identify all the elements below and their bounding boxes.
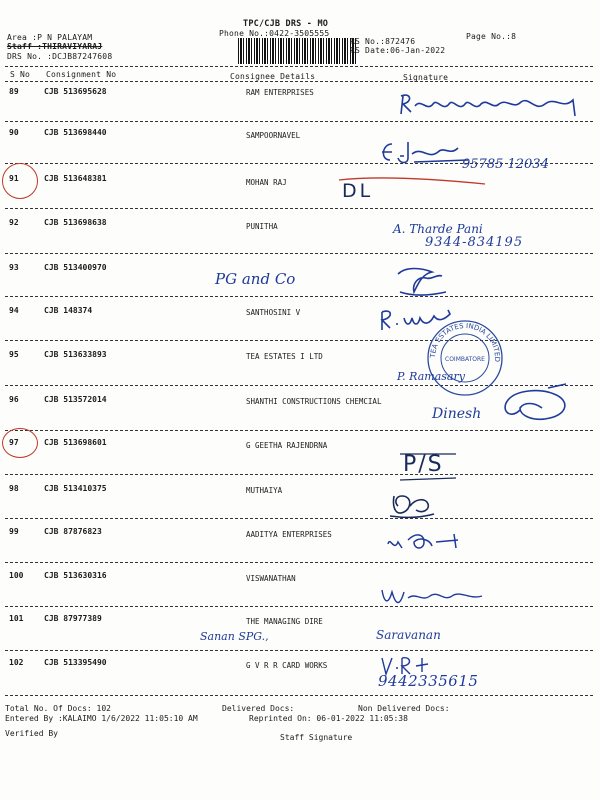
row-sno: 99 — [9, 527, 19, 536]
red-circle-mark — [2, 428, 38, 458]
signature-row-99 — [384, 528, 474, 556]
row-sno: 96 — [9, 395, 19, 404]
row-consignee: TEA ESTATES I LTD — [246, 352, 323, 361]
stamp-ring-text: TEA ESTATES INDIA LIMITED — [428, 321, 502, 363]
page-number: Page No.:8 — [466, 32, 517, 41]
signature-row-98 — [388, 488, 438, 520]
row-consignee: RAM ENTERPRISES — [246, 88, 314, 97]
row-consignee: PUNITHA — [246, 222, 278, 231]
row-consignment: CJB 87977389 — [44, 614, 102, 623]
signature-row-96 — [490, 380, 580, 424]
row-divider — [5, 208, 593, 209]
red-circle-mark — [2, 163, 38, 199]
phone-number: Phone No.:0422-3505555 — [219, 29, 330, 38]
row-sno: 89 — [9, 87, 19, 96]
verified-by: Verified By — [5, 729, 58, 738]
row-divider — [5, 430, 593, 431]
col-header-sno: S No — [10, 70, 31, 79]
row-consignee: MOHAN RAJ — [246, 178, 287, 187]
handwritten-right-row-101: Saravanan — [376, 628, 441, 642]
header-divider-top — [5, 66, 593, 67]
row-consignment: CJB 513648381 — [44, 174, 107, 183]
handwritten-phone-row-92: 9344-834195 — [425, 235, 524, 250]
drs-number: DRS No. :DCJB87247608 — [7, 52, 113, 61]
row-consignment: CJB 87876823 — [44, 527, 102, 536]
total-docs: Total No. Of Docs: 102 — [5, 704, 111, 713]
row-consignment: CJB 513395490 — [44, 658, 107, 667]
row-sno: 100 — [9, 571, 24, 580]
barcode — [238, 38, 358, 64]
delivered-docs: Delivered Docs: — [222, 704, 295, 713]
signature-row-89 — [395, 88, 585, 122]
handwritten-phone-row-90: 95785 12034 — [462, 157, 549, 172]
row-consignment: CJB 513695628 — [44, 87, 107, 96]
row-sno: 98 — [9, 484, 19, 493]
row-consignee: G V R R CARD WORKS — [246, 661, 328, 670]
red-underline-row-91 — [335, 174, 495, 204]
row-divider — [5, 474, 593, 475]
area-label: Area :P N PALAYAM — [7, 33, 93, 42]
row-divider — [5, 606, 593, 607]
entered-by: Entered By :KALAIMO 1/6/2022 11:05:10 AM — [5, 714, 198, 723]
row-divider — [5, 562, 593, 563]
staff-label: Staff :THIRAVIYARAJ — [7, 42, 103, 51]
signature-row-93 — [392, 262, 452, 298]
row-sno: 95 — [9, 350, 19, 359]
row-divider — [5, 518, 593, 519]
row-consignee: SANTHOSINI V — [246, 308, 301, 317]
non-delivered-docs: Non Delivered Docs: — [358, 704, 450, 713]
row-sno: 94 — [9, 306, 19, 315]
row-consignment: CJB 148374 — [44, 306, 93, 315]
row-sno: 93 — [9, 263, 19, 272]
row-divider — [5, 650, 593, 651]
row-divider — [5, 253, 593, 254]
document-title: TPC/CJB DRS - MO — [243, 19, 329, 29]
row-consignment: CJB 513698638 — [44, 218, 107, 227]
row-consignment: CJB 513410375 — [44, 484, 107, 493]
reprinted-on: Reprinted On: 06-01-2022 11:05:38 — [249, 714, 408, 723]
staff-signature-label: Staff Signature — [280, 733, 353, 742]
row-consignee: SHANTHI CONSTRUCTIONS CHEMCIAL — [246, 397, 382, 406]
row-divider — [5, 695, 593, 696]
row-consignment: CJB 513698601 — [44, 438, 107, 447]
row-consignee: THE MANAGING DIRE — [246, 617, 323, 626]
col-header-consignee: Consignee Details — [230, 72, 316, 81]
rs-number: RS No.:872476 — [350, 37, 416, 46]
row-consignee: AADITYA ENTERPRISES — [246, 530, 332, 539]
handwritten-left-row-101: Sanan SPG., — [200, 630, 269, 643]
row-sno: 91 — [9, 174, 19, 183]
row-consignee: MUTHAIYA — [246, 486, 283, 495]
row-sno: 90 — [9, 128, 19, 137]
header-divider-bottom — [5, 81, 593, 82]
row-sno: 92 — [9, 218, 19, 227]
box-mark-row-97 — [398, 452, 458, 482]
row-divider — [5, 296, 593, 297]
col-header-consignment: Consignment No — [46, 70, 117, 79]
row-consignment: CJB 513698440 — [44, 128, 107, 137]
row-consignee: G GEETHA RAJENDRNA — [246, 441, 328, 450]
row-consignment: CJB 513400970 — [44, 263, 107, 272]
handwritten-company-row-93: PG and Co — [215, 270, 296, 288]
handwritten-name-row-95: P. Ramasary — [397, 370, 465, 383]
row-consignment: CJB 513572014 — [44, 395, 107, 404]
row-consignee: SAMPOORNAVEL — [246, 131, 301, 140]
stamp-inner-text: COIMBATORE — [445, 356, 485, 363]
row-sno: 101 — [9, 614, 24, 623]
handwritten-initials-row-91: DL — [342, 180, 374, 202]
signature-row-100 — [378, 584, 488, 610]
col-header-signature: Signature — [403, 73, 449, 82]
handwritten-name-row-96: Dinesh — [432, 406, 482, 422]
handwritten-ps-row-97: P/S — [403, 452, 444, 477]
row-sno: 102 — [9, 658, 24, 667]
row-consignment: CJB 513633893 — [44, 350, 107, 359]
handwritten-name-row-92: A. Tharde Pani — [393, 222, 483, 236]
row-consignment: CJB 513630316 — [44, 571, 107, 580]
row-sno: 97 — [9, 438, 19, 447]
rs-date: RS Date:06-Jan-2022 — [350, 46, 446, 55]
row-consignee: VISWANATHAN — [246, 574, 296, 583]
handwritten-phone-row-102: 9442335615 — [378, 672, 479, 690]
